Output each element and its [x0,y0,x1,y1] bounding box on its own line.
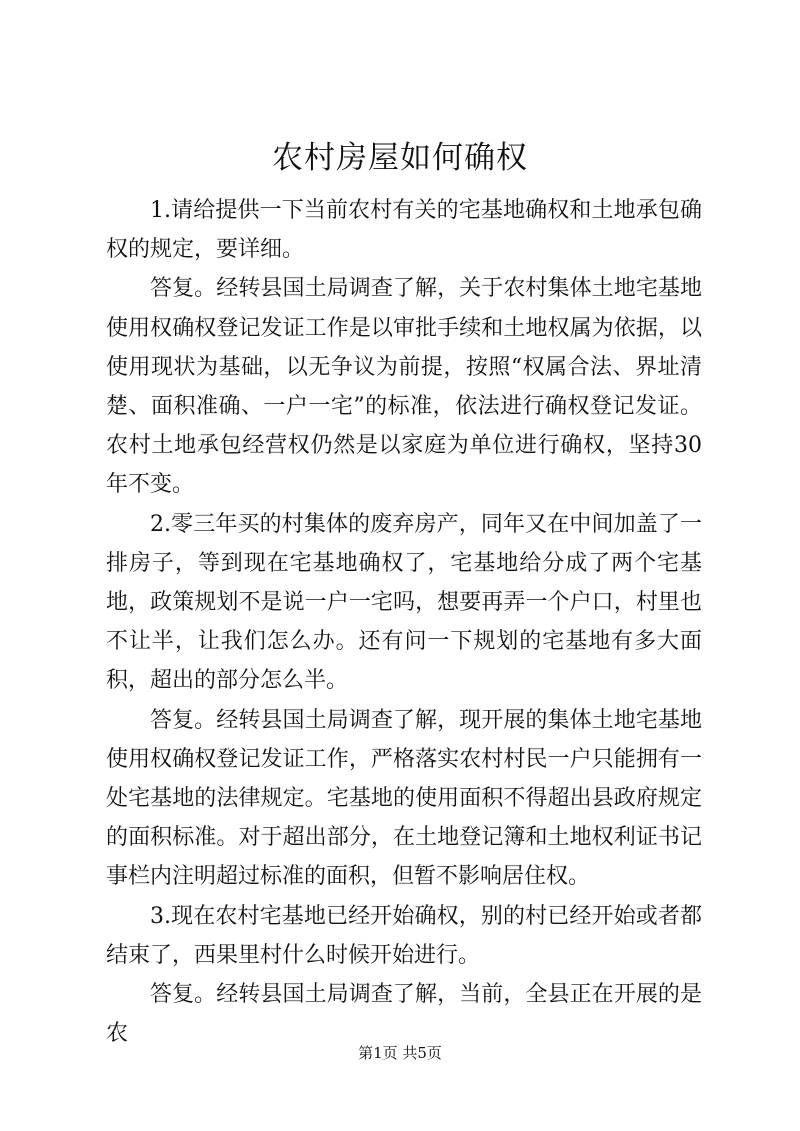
document-body [106,191,702,1053]
paragraph-question-3: 3.现在农村宅基地已经开始确权，别的村已经开始或者都结束了，西果里村什么时候开始进行。 [106,903,702,968]
document-title: 农村房屋如何确权 [272,140,528,176]
paragraph-question-2: 2.零三年买的村集体的废弃房产，同年又在中间加盖了一排房子，等到现在宅基地确权了，宅基地给分成了两个宅基地，政策规划不是说一户一宅吗，想要再弄一个户口，村里也不让半，让我们怎么办。还有问一下规划的宅基地有多大面积，超出的部分怎么半。 [106,511,702,694]
paragraph-question-1: 1.请给提供一下当前农村有关的宅基地确权和土地承包确权的规定，要详细。 [106,198,702,263]
page-number-footer: 第1页 共5页 [358,1044,442,1062]
paragraph-answer-2: 答复。经转县国土局调查了解，现开展的集体土地宅基地使用权确权登记发证工作，严格落实农村村民一户只能拥有一处宅基地的法律规定。宅基地的使用面积不得超出县政府规定的面积标准。对于超出部分，在土地登记簿和土地权利证书记事栏内注明超过标准的面积，但暂不影响居住权。 [106,707,702,890]
paragraph-answer-1: 答复。经转县国土局调查了解，关于农村集体土地宅基地使用权确权登记发证工作是以审批手续和土地权属为依据，以使用现状为基础，以无争议为前提，按照“权属合法、界址清楚、面积准确、一户一宅”的标准，依法进行确权登记发证。农村土地承包经营权仍然是以家庭为单位进行确权，坚持30年不变。 [106,276,702,498]
paragraph-answer-3: 答复。经转县国土局调查了解，当前，全县正在开展的是农 [106,982,702,1047]
